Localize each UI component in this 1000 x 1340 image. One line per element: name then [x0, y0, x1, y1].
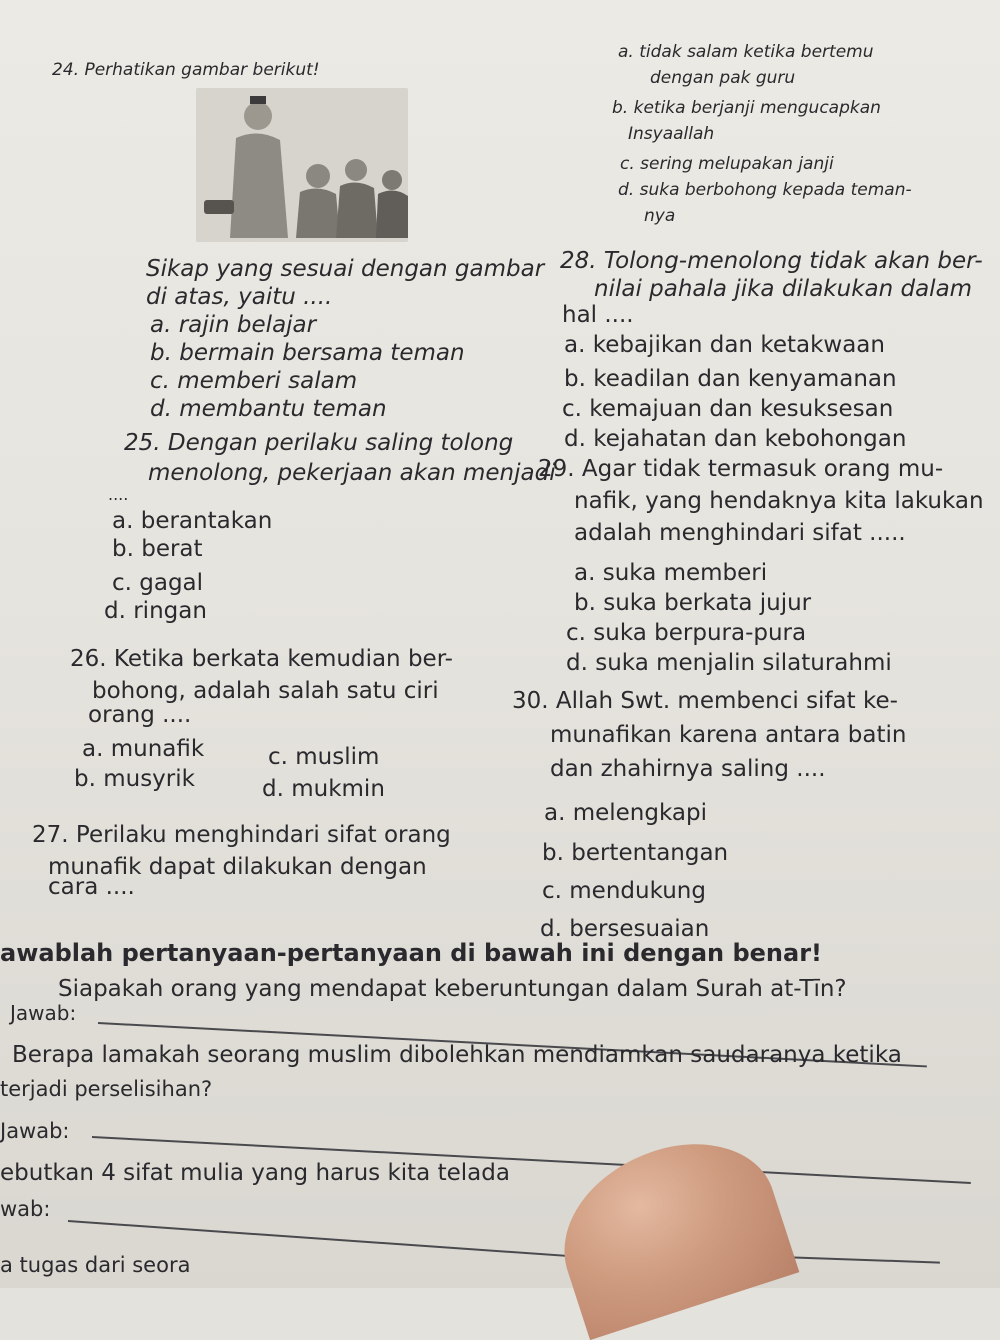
bag — [204, 200, 234, 214]
q30-option-a: a. melengkapi — [544, 800, 707, 826]
essay-question-3: ebutkan 4 sifat mulia yang harus kita telada — [0, 1160, 510, 1186]
q27-option-c: c. sering melupakan janji — [620, 154, 834, 174]
q26-stem-3: orang .... — [88, 702, 192, 728]
essay-answer-label-3: wab: — [0, 1197, 51, 1221]
q29-option-d: d. suka menjalin silaturahmi — [566, 650, 892, 676]
teacher-body — [230, 133, 288, 238]
q25-stem-3: .... — [108, 485, 129, 504]
q28-stem-1: 28. Tolong-menolong tidak akan ber- — [560, 248, 983, 274]
q25-option-d: d. ringan — [104, 598, 207, 624]
student-body-2 — [336, 182, 378, 238]
q29-option-b: b. suka berkata jujur — [574, 590, 812, 616]
q26-stem-1: 26. Ketika berkata kemudian ber- — [70, 646, 453, 672]
q28-stem-2: nilai pahala jika dilakukan dalam — [594, 276, 973, 302]
student-head-1 — [306, 164, 330, 188]
essay-heading: awablah pertanyaan-pertanyaan di bawah ini dengan benar! — [0, 939, 822, 967]
q25-option-c: c. gagal — [112, 570, 204, 596]
q28-stem-3: hal .... — [562, 302, 634, 328]
q30-option-c: c. mendukung — [542, 878, 706, 904]
q25-stem-2: menolong, pekerjaan akan menjadi — [148, 460, 556, 486]
q26-option-a: a. munafik — [82, 736, 205, 762]
q27-stem-1: 27. Perilaku menghindari sifat orang — [32, 822, 451, 848]
q30-option-b: b. bertentangan — [542, 840, 729, 866]
q26-stem-2: bohong, adalah salah satu ciri — [92, 678, 439, 704]
q27-stem-2: munafik dapat dilakukan dengan — [48, 854, 427, 880]
q27-stem-3: cara .... — [48, 874, 135, 900]
q26-option-c: c. muslim — [268, 744, 380, 770]
essay-answer-label-1: Jawab: — [10, 1001, 77, 1025]
teacher-cap — [250, 96, 266, 104]
q26-option-b: b. musyrik — [74, 766, 195, 792]
q29-stem-2: nafik, yang hendaknya kita lakukan — [574, 488, 984, 514]
q24-option-c: c. memberi salam — [150, 368, 358, 394]
q29-option-a: a. suka memberi — [574, 560, 768, 586]
q24-option-b: b. bermain bersama teman — [150, 340, 465, 366]
q28-option-b: b. keadilan dan kenyamanan — [564, 366, 897, 392]
teacher-head — [244, 102, 272, 130]
q29-stem-1: 29. Agar tidak termasuk orang mu- — [538, 456, 944, 482]
essay-question-2: Berapa lamakah seorang muslim dibolehkan mendiamkan saudaranya ketika — [12, 1042, 902, 1068]
student-body-3 — [376, 190, 408, 238]
q26-option-d: d. mukmin — [262, 776, 385, 802]
q30-stem-1: 30. Allah Swt. membenci sifat ke- — [512, 688, 898, 714]
q24-stem-2: di atas, yaitu .... — [146, 284, 333, 310]
essay-question-2-cont: terjadi perselisihan? — [0, 1077, 213, 1101]
q29-stem-3: adalah menghindari sifat ..... — [574, 520, 906, 546]
q27-option-d-1: d. suka berbohong kepada teman- — [618, 180, 912, 200]
q28-option-a: a. kebajikan dan ketakwaan — [564, 332, 885, 358]
q30-stem-2: munafikan karena antara batin — [550, 722, 907, 748]
q30-option-d: d. bersesuaian — [540, 916, 710, 942]
essay-question-1: Siapakah orang yang mendapat keberuntungan dalam Surah at-Tīn? — [58, 976, 847, 1002]
q28-option-c: c. kemajuan dan kesuksesan — [562, 396, 894, 422]
q27-option-b-2: Insyaallah — [628, 124, 715, 144]
student-head-2 — [345, 159, 367, 181]
essay-answer-label-2: Jawab: — [0, 1119, 70, 1143]
essay-question-4: a tugas dari seora — [0, 1253, 191, 1277]
q30-stem-3: dan zhahirnya saling .... — [550, 756, 826, 782]
student-body-1 — [296, 188, 340, 238]
q24-title: 24. Perhatikan gambar berikut! — [52, 60, 320, 80]
q27-option-d-2: nya — [644, 206, 676, 226]
student-head-3 — [382, 170, 402, 190]
q25-stem-1: 25. Dengan perilaku saling tolong — [124, 430, 514, 456]
q25-option-b: b. berat — [112, 536, 203, 562]
q25-option-a: a. berantakan — [112, 508, 273, 534]
q27-option-a-2: dengan pak guru — [650, 68, 796, 88]
q24-option-a: a. rajin belajar — [150, 312, 317, 338]
q24-option-d: d. membantu teman — [150, 396, 387, 422]
q29-option-c: c. suka berpura-pura — [566, 620, 807, 646]
q28-option-d: d. kejahatan dan kebohongan — [564, 426, 907, 452]
q27-option-a-1: a. tidak salam ketika bertemu — [618, 42, 874, 62]
q27-option-b-1: b. ketika berjanji mengucapkan — [612, 98, 881, 118]
illustration-teacher-students — [196, 88, 408, 242]
q24-stem-1: Sikap yang sesuai dengan gambar — [146, 256, 545, 282]
